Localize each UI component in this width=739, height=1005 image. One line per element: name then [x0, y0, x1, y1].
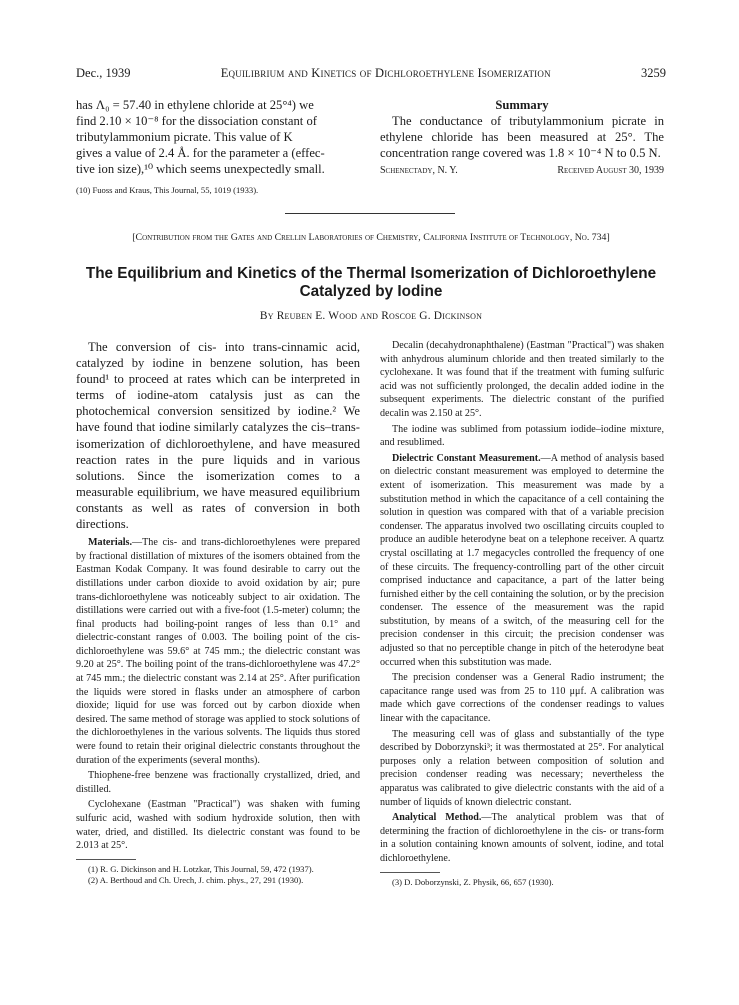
article-right-column — [380, 339, 664, 888]
iodine-paragraph: The iodine was sublimed from potassium iodide–iodine mixture, and resublimed. — [380, 423, 664, 449]
intro-paragraph: The conversion of cis- into trans-cinnamic acid, catalyzed by iodine in benzene solution, has been found¹ to proceed at rates which can be interpreted in terms of iodine-atom catalysis just as can the photochemical conversion sensitized by iodine.² We have found that iodine similarly catalyzes the cis–trans-isomerization of dichloroethylene, and have measured reaction rates in the pure liquids and in various solutions. Since the isomerization comes to a measurable equilibrium, we have measured equilibrium constants as well as rates of conversion in both directions. — [76, 340, 360, 532]
analytical-text: —The analytical problem was that of determining the fraction of dichloroethylene in the cis- or trans-form in a solution containing known amounts of solvent, iodine, and total dichloroethylene. — [380, 812, 664, 864]
received-date: Received August 30, 1939 — [557, 165, 664, 177]
article-left-column — [76, 339, 360, 887]
footnote-10: (10) Fuoss and Kraus, This Journal, 55, 1019 (1933). — [76, 185, 259, 196]
prev-line: tive ion size),¹⁰ which seems unexpectedly small. — [76, 162, 325, 177]
page-number: 3259 — [641, 66, 666, 80]
footnote-1: (1) R. G. Dickinson and H. Lotzkar, This Journal, 59, 472 (1937). — [88, 863, 314, 874]
measuring-paragraph: The measuring cell was of glass and substantially of the type described by Doborzynski³; it was thermostated at 25°. For analytical purposes only a relation between composition of solution and precision condenser reading was necessary; nevertheless the apparatus was calibrated to give dielectric constants with the aid of a number of liquids of known dielectric constant. — [380, 728, 664, 808]
byline: By Reuben E. Wood and Roscoe G. Dickinson — [259, 310, 483, 322]
prev-line: tributylammonium picrate. This value of K — [76, 130, 293, 145]
materials-heading: Materials. — [88, 537, 133, 549]
summary-heading: Summary — [495, 98, 549, 112]
section-divider — [285, 213, 455, 214]
dielectric-text: —A method of analysis based on dielectric constant measurement was employed to determine the extent of isomerization. This measurement was made by a substitution method in which the capacitance of a cell containing the solution in question was compared with that of a variable precision condenser. The apparatus involved two oscillating circuits coupled to produce an audible heterodyne beat on a telephone receiver. A quartz crystal oscillating at 1.7 megacycles controlled the frequency of one of these circuits. The frequency-controlling part of the other circuit comprised inductance and capacitance, a part of the latter being furnished either by the cell containing the solution, or by the precision condenser. The essence of the measurement was the rapid substitution, by means of a switch, of the measuring cell for the precision condenser in this circuit; the precision condenser was adjusted so that no perceptible change in pitch of the heterodyne beat occurred when this substitution was made. — [380, 452, 664, 668]
summary-section — [380, 97, 664, 176]
dielectric-heading: Dielectric Constant Measurement. — [392, 452, 541, 464]
prev-line: find 2.10 × 10⁻⁸ for the dissociation constant of — [76, 114, 317, 129]
decalin-paragraph: Decalin (decahydronaphthalene) (Eastman "Practical") was shaken with anhydrous aluminum chloride and then treated similarly to the cyclohexane. It was found that if the treatment with fuming sulfuric acid was not sufficiently prolonged, the decalin added iodine in the subsequent experiments. The dielectric constant of the purified decalin was 2.150 at 25°. — [380, 340, 664, 419]
contribution-line: [Contribution from the Gates and Crellin Laboratories of Chemistry, California Institute of Technology, No. 734] — [132, 232, 610, 243]
prev-article-text — [76, 97, 360, 177]
dielectric-paragraph — [380, 452, 664, 670]
issue-date: Dec., 1939 — [76, 66, 131, 80]
prev-article-tail — [76, 97, 360, 197]
signature-row — [380, 165, 664, 176]
materials-text: —The cis- and trans-dichloroethylenes were prepared by fractional distillation of mixtures of the isomers obtained from the Eastman Kodak Company. It was found desirable to carry out the distillations under carbon dioxide to avoid oxidation by air; pure trans-dichloroethylene was noticeably subject to air oxidation. The distillations were carried out with a five-foot (1.5-meter) column; the final products had boiling-point ranges of less than 0.1° and dielectric-constant ranges of 0.003. The boiling point of the cis-dichloroethylene was 59.6° at 745 mm.; the dielectric constant was 9.20 at 25°. The boiling point of the trans-dichloroethylene was 47.2° at 745 mm.; the dielectric constant was 2.14 at 25°. After purification the liquids were stored in flasks under an atmosphere of carbon dioxide; liquid for use was forced out by carbon dioxide when desired. The same method of storage was applied to stock solutions of the dichloroethylenes in the various solvents. The liquids thus stored were found to retain their original dielectric constants throughout the duration of the experiments (several months). — [76, 537, 360, 766]
footnote-rule — [76, 859, 136, 860]
precision-paragraph: The precision condenser was a General Radio instrument; the capacitance range used was from 25 to 110 μμf. A calibration was made which gave corrections of the condenser readings to values linear with the capacitance. — [380, 672, 664, 725]
footnote-2: (2) A. Berthoud and Ch. Urech, J. chim. phys., 27, 291 (1930). — [88, 875, 304, 886]
cyclohexane-paragraph: Cyclohexane (Eastman "Practical") was shaken with fuming sulfuric acid, washed with sodium hydroxide solution, then with water, dried, and distilled. Its dielectric constant was found to be 2.013 at 25°. — [76, 799, 360, 852]
footnote-3: (3) D. Doborzynski, Z. Physik, 66, 657 (1930). — [392, 876, 554, 887]
analytical-paragraph — [380, 811, 664, 865]
prev-line: gives a value of 2.4 Å. for the parameter a (effec- — [76, 146, 325, 161]
location: Schenectady, N. Y. — [380, 165, 458, 177]
article-title: The Equilibrium and Kinetics of the Thermal Isomerization of Dichloroethylene Catalyzed by Iodine — [85, 265, 657, 300]
running-head — [76, 66, 666, 81]
prev-line: has Λ₀ = 57.40 in ethylene chloride at 25°⁴) we — [76, 98, 314, 112]
thiophene-paragraph: Thiophene-free benzene was fractionally crystallized, dried, and distilled. — [76, 770, 360, 795]
analytical-heading: Analytical Method. — [392, 812, 482, 824]
running-title: Equilibrium and Kinetics of Dichloroethylene Isomerization — [220, 66, 551, 80]
summary-text: The conductance of tributylammonium picrate in ethylene chloride has been measured at 25°. The concentration range covered was 1.8 × 10⁻⁴ N to 0.5 N. — [380, 114, 664, 161]
materials-paragraph — [76, 536, 360, 767]
footnote-rule — [380, 872, 440, 873]
